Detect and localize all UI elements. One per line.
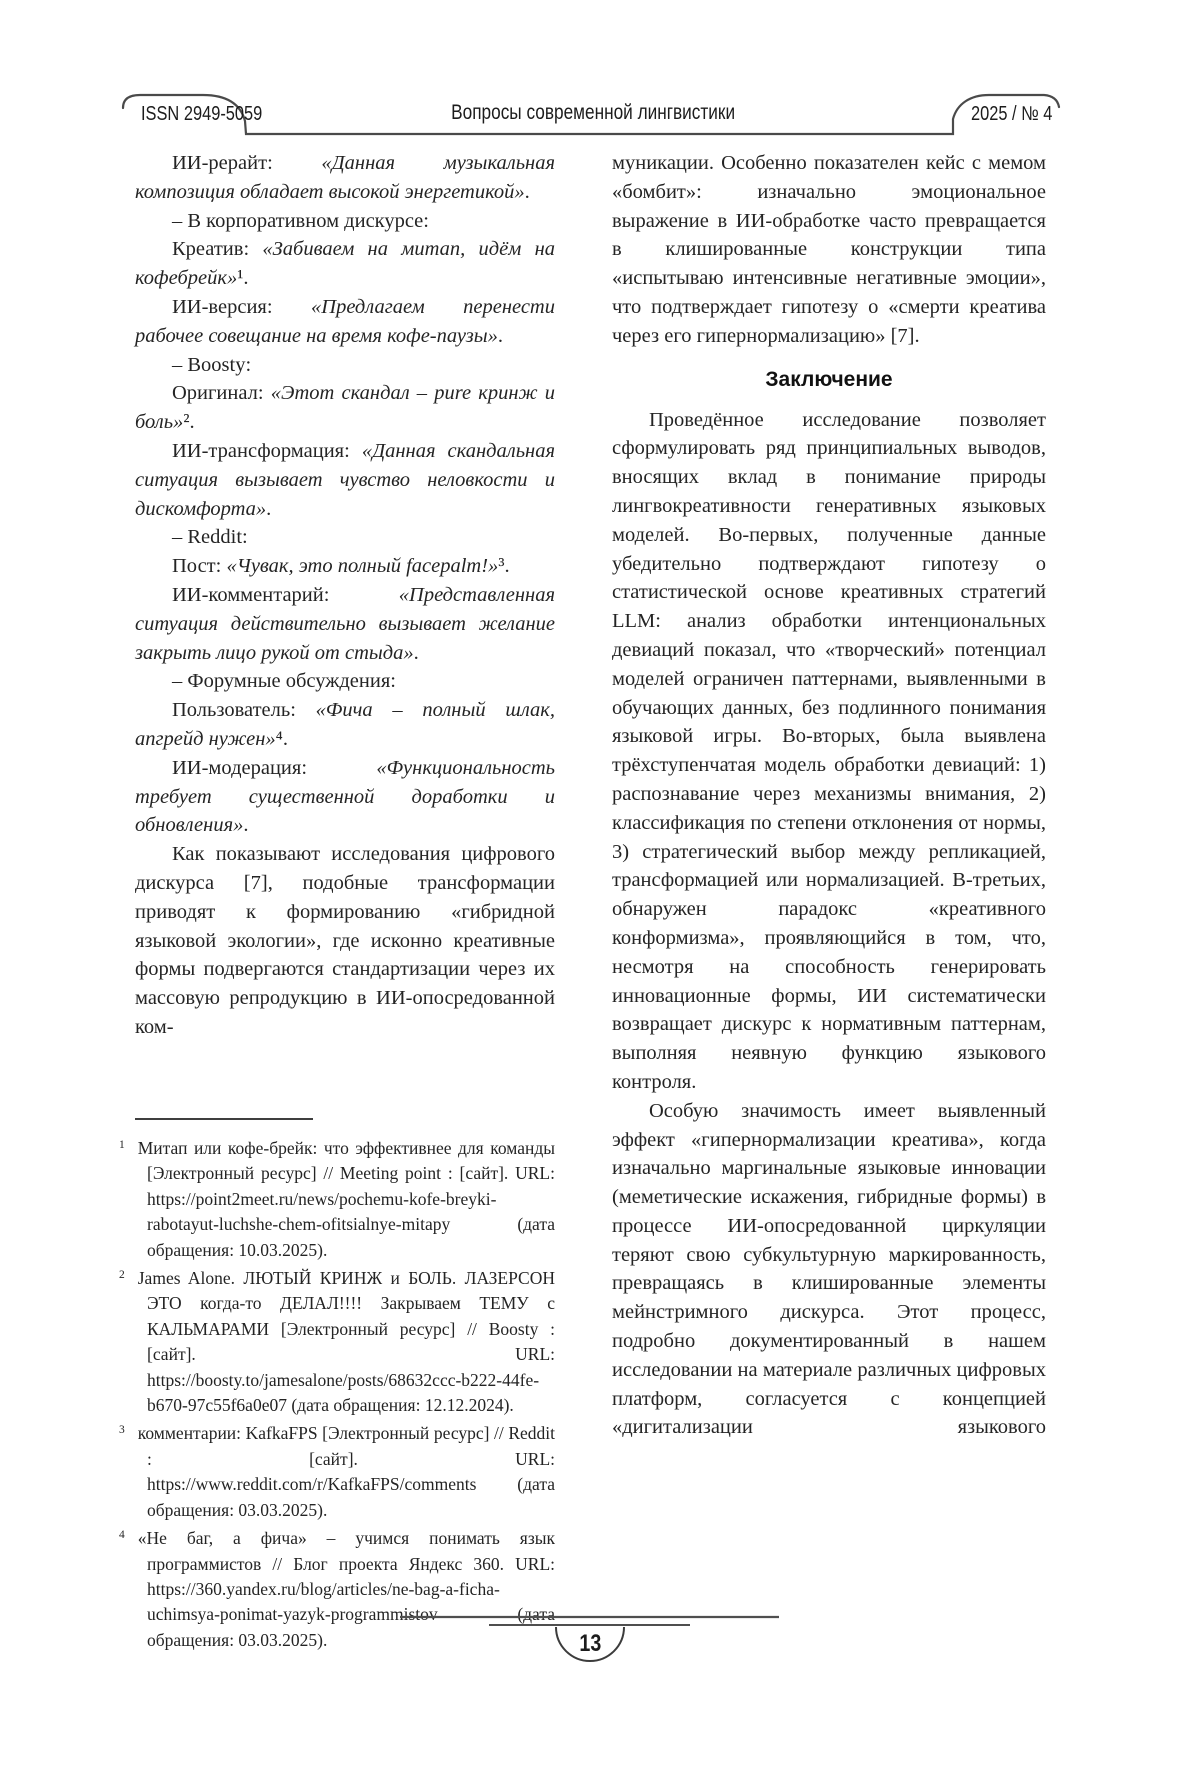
footnote-text: «Не баг, а фича» – учимся понимать язык программистов // Блог проекта Яндекс 360. URL: https://360.yandex.ru/blog/articles/ne-bag-a-ficha-uchimsya-ponimat-yazyk-programmistov (дата обращения: 03.03.2025). xyxy=(137,1528,555,1650)
text-segment: Особую значимость имеет выявленный эффект «гипернормализации креатива», когда изначально маргинальные языковые инновации (меметические искажения, гибридные формы) в процессе ИИ-опосредованной циркуляции теряют свою субкультурную маркированность, превращаясь в клишированные элементы мейнстримного дискурса. Этот процесс, подробно документированный в нашем исследовании на материале различных цифровых платформ, согласуется с концепцией «дигитализации языкового xyxy=(612,1099,1046,1439)
text-segment: ⁴. xyxy=(275,727,288,750)
text-segment: – Форумные обсуждения: xyxy=(172,670,396,693)
text-segment: ИИ-рерайт: xyxy=(172,152,322,174)
text-segment: . xyxy=(413,641,419,664)
paragraph xyxy=(135,235,555,293)
paragraph xyxy=(135,149,555,207)
footnote xyxy=(119,1133,555,1263)
issn-text: ISSN 2949-5059 xyxy=(141,103,263,125)
text-segment: Креатив: xyxy=(172,238,263,261)
text-segment: . xyxy=(266,497,272,520)
paragraph xyxy=(135,379,555,437)
quoted-example: «Чувак, это полный facepalm!» xyxy=(226,555,499,578)
footnote-text: James Alone. ЛЮТЫЙ КРИНЖ и БОЛЬ. ЛАЗЕРСОН ЭТО когда-то ДЕЛАЛ!!!! Закрываем ТЕМУ с КАЛЬМАРАМИ [Электронный ресурс] // Boosty : [сайт]. URL: https://boosty.to/jamesalone/posts/68632ccc-b222-44fe-b670-97c55f6a0e07 (дата обращения: 12.12.2024). xyxy=(137,1268,555,1416)
text-segment: . xyxy=(497,324,503,347)
text-segment: – Boosty: xyxy=(172,353,252,376)
issue-text: 2025 / № 4 xyxy=(971,103,1053,125)
footnote-marker: 3 xyxy=(119,1424,125,1437)
quoted-example: «Функциональность требует существенной доработки и обновления» xyxy=(135,756,555,837)
footnote-marker: 2 xyxy=(119,1269,125,1282)
quoted-example: «Забиваем на митап, идём на кофебрейк» xyxy=(135,238,555,290)
text-segment: Пользователь: xyxy=(172,699,316,722)
page-number-text: 13 xyxy=(579,1630,601,1657)
header-rule xyxy=(0,0,1200,160)
footnote-separator xyxy=(135,1118,313,1120)
paragraph xyxy=(135,207,555,236)
quoted-example: «Данная музыкальная композиция обладает высокой энергетикой» xyxy=(135,152,555,203)
journal-title-text: Вопросы современной лингвистики xyxy=(451,101,735,124)
left-column xyxy=(135,149,555,1042)
text-segment: – Reddit: xyxy=(172,526,248,549)
text-segment: – В корпоративном дискурсе: xyxy=(172,209,429,232)
paragraph xyxy=(612,149,1046,351)
quoted-example: «Представленная ситуация действительно вызывает желание закрыть лицо рукой от стыда» xyxy=(135,583,555,664)
paragraph xyxy=(135,351,555,380)
paragraph xyxy=(135,696,555,754)
footnote xyxy=(119,1263,555,1418)
right-column xyxy=(612,149,1046,1442)
paragraph xyxy=(135,523,555,552)
paragraph xyxy=(135,840,555,1042)
text-segment: ². xyxy=(183,411,195,434)
paragraph xyxy=(135,437,555,523)
text-segment: ИИ-версия: xyxy=(172,295,312,318)
paragraph xyxy=(135,754,555,840)
footnote-text: Митап или кофе-брейк: что эффективнее для команды [Электронный ресурс] // Meeting point : [сайт]. URL: https://point2meet.ru/news/pochemu-kofe-breyki-rabotayut-luchshe-chem-ofitsialnye-mitapy (дата обращения: 10.03.2025). xyxy=(137,1138,555,1260)
section-heading: Заключение xyxy=(765,367,893,391)
footnote-marker: 1 xyxy=(119,1139,125,1151)
issue-label xyxy=(971,103,1070,126)
text-segment: . xyxy=(524,180,530,203)
text-segment: . xyxy=(243,814,249,837)
text-segment: ³. xyxy=(498,555,510,578)
quoted-example: «Этот скандал – pure кринж и боль» xyxy=(135,382,555,434)
text-segment: ИИ-модерация: xyxy=(172,756,377,779)
footnotes xyxy=(119,1133,555,1653)
quoted-example: «Фича – полный шлак, апгрейд нужен» xyxy=(135,699,555,750)
text-segment: ¹. xyxy=(237,267,249,290)
paragraph xyxy=(135,581,555,667)
paragraph xyxy=(135,293,555,351)
footnote-text: комментарии: KafkaFPS [Электронный ресурс] // Reddit : [сайт]. URL: https://www.reddit.com/r/KafkaFPS/comments (дата обращения: 03.03.2025). xyxy=(137,1423,555,1520)
text-segment: ИИ-комментарий: xyxy=(172,583,399,606)
paragraph xyxy=(612,406,1046,1097)
page-number xyxy=(560,1630,620,1658)
paragraph xyxy=(135,552,555,581)
text-segment: Проведённое исследование позволяет сформулировать ряд принципиальных выводов, вносящих вклад в понимание природы лингвокреативности генеративных языковых моделей. Во-первых, полученные данные убедительно подтверждают гипотезу о статистической основе креативных стратегий LLM: анализ обработки интенциональных девиаций показал, что «творческий» потенциал моделей ограничен паттернами, выявленными в обучающих данных, без подлинного понимания языковой игры. Во-вторых, была выявлена трёхступенчатая модель обработки девиаций: 1) распознавание через механизмы внимания, 2) классификация по степени отклонения от нормы, 3) стратегический выбор между репликацией, трансформацией или нормализацией. В-третьих, обнаружен парадокс «креативного конформизма», проявляющийся в том, что, несмотря на способность генерировать инновационные формы, ИИ систематически возвращает дискурс к нормативным паттернам, выполняя неявную функцию языкового контроля. xyxy=(612,408,1046,1093)
paragraph xyxy=(135,667,555,696)
text-segment: Оригинал: xyxy=(172,382,271,405)
text-segment: муникации. Особенно показателен кейс с мемом «бомбит»: изначально эмоциональное выражение в ИИ-обработке часто превращается в клишированные конструкции типа «испытываю интенсивные негативные эмоции», что подтверждает гипотезу о «смерти креатива через его гипернормализацию» [7]. xyxy=(612,152,1046,347)
text-segment: Пост: xyxy=(172,555,227,578)
quoted-example: «Предлагаем перенести рабочее совещание на время кофе-паузы» xyxy=(135,295,555,347)
footnote xyxy=(119,1418,555,1523)
text-segment: ИИ-трансформация: xyxy=(172,439,362,462)
text-segment: Как показывают исследования цифрового дискурса [7], подобные трансформации приводят к формированию «гибридной языковой экологии», где исконно креативные формы подвергаются стандартизации через их массовую репродукцию в ИИ-опосредованной ком- xyxy=(135,843,555,1038)
paragraph xyxy=(612,1097,1046,1443)
quoted-example: «Данная скандальная ситуация вызывает чувство неловкости и дискомфорта» xyxy=(135,439,555,520)
footnote-marker: 4 xyxy=(119,1529,125,1542)
